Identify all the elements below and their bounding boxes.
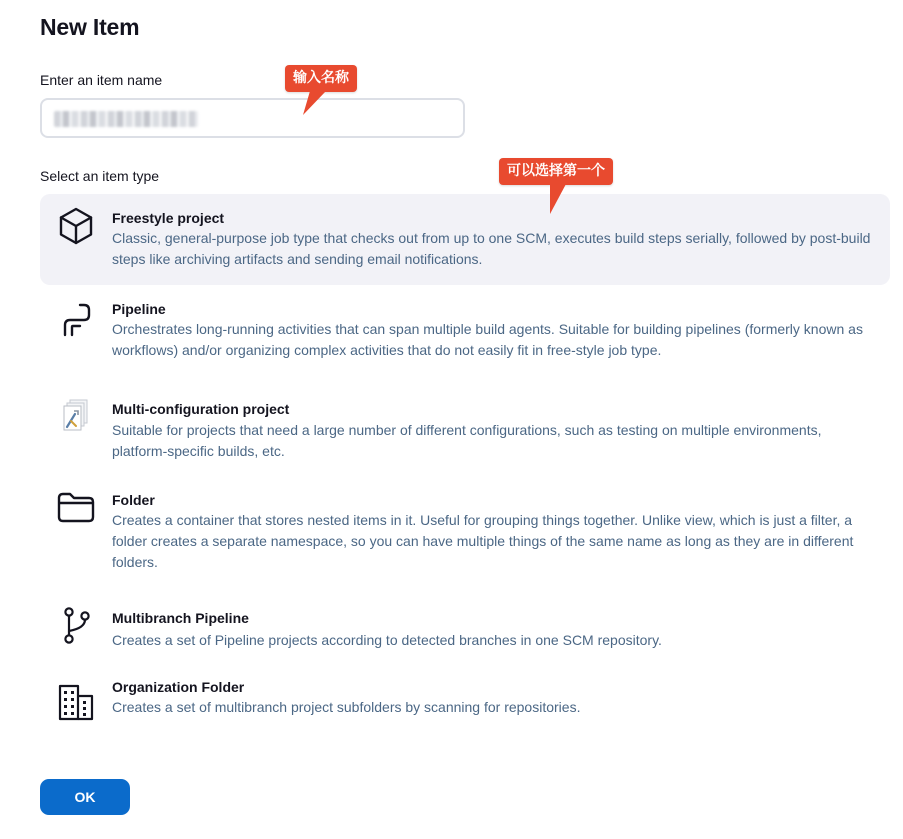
item-name: Organization Folder [112,679,245,695]
item-name: Pipeline [112,301,166,317]
item-description: Creates a set of multibranch project subfolders by scanning for repositories. [112,699,581,715]
name-callout-pointer [300,91,330,117]
git-branch-icon [56,606,96,646]
item-description: Suitable for projects that need a large number of different configurations, such as testing on multiple environments, platform-specific builds, etc. [112,422,822,459]
multi-config-icon [56,398,96,438]
item-name-label: Enter an item name [40,72,163,88]
type-callout: 可以选择第一个 [499,158,613,185]
item-type-label: Select an item type [40,168,160,184]
item-name: Folder [112,492,155,508]
item-description: Classic, general-purpose job type that checks out from up to one SCM, executes build steps serially, followed by post-build steps like archiving artifacts and sending email notifications. [112,230,871,267]
folder-icon [56,490,96,530]
page-title: New Item [40,14,140,40]
building-icon [56,682,96,722]
item-description: Creates a set of Pipeline projects according to detected branches in one SCM repository. [112,632,662,648]
cube-icon [56,206,96,246]
item-type-multi-configuration-project[interactable] [40,386,890,466]
item-type-folder[interactable] [40,476,890,581]
item-name-field[interactable] [40,98,465,138]
item-name: Multi-configuration project [112,401,290,417]
item-name: Freestyle project [112,210,225,226]
item-type-pipeline[interactable] [40,290,890,376]
pipeline-icon [56,302,96,342]
ok-button[interactable]: OK [40,779,130,815]
name-callout: 输入名称 [285,65,357,92]
item-description: Creates a container that stores nested items in it. Useful for grouping things together. Unlike view, which is just a filter, a folder creates a separate namespace, so you can have multiple things of the same name as long as they are in different folders. [112,512,854,570]
item-description: Orchestrates long-running activities that can span multiple build agents. Suitable for building pipelines (formerly known as workflows) and/or organizing complex activities that do not easily fit in free-style job type. [112,321,863,358]
redacted-name-text [54,111,198,127]
type-callout-pointer [546,184,570,216]
item-type-organization-folder[interactable] [40,678,890,734]
item-type-freestyle-project[interactable] [40,194,890,285]
item-type-multibranch-pipeline[interactable] [40,598,890,658]
item-name: Multibranch Pipeline [112,610,249,626]
